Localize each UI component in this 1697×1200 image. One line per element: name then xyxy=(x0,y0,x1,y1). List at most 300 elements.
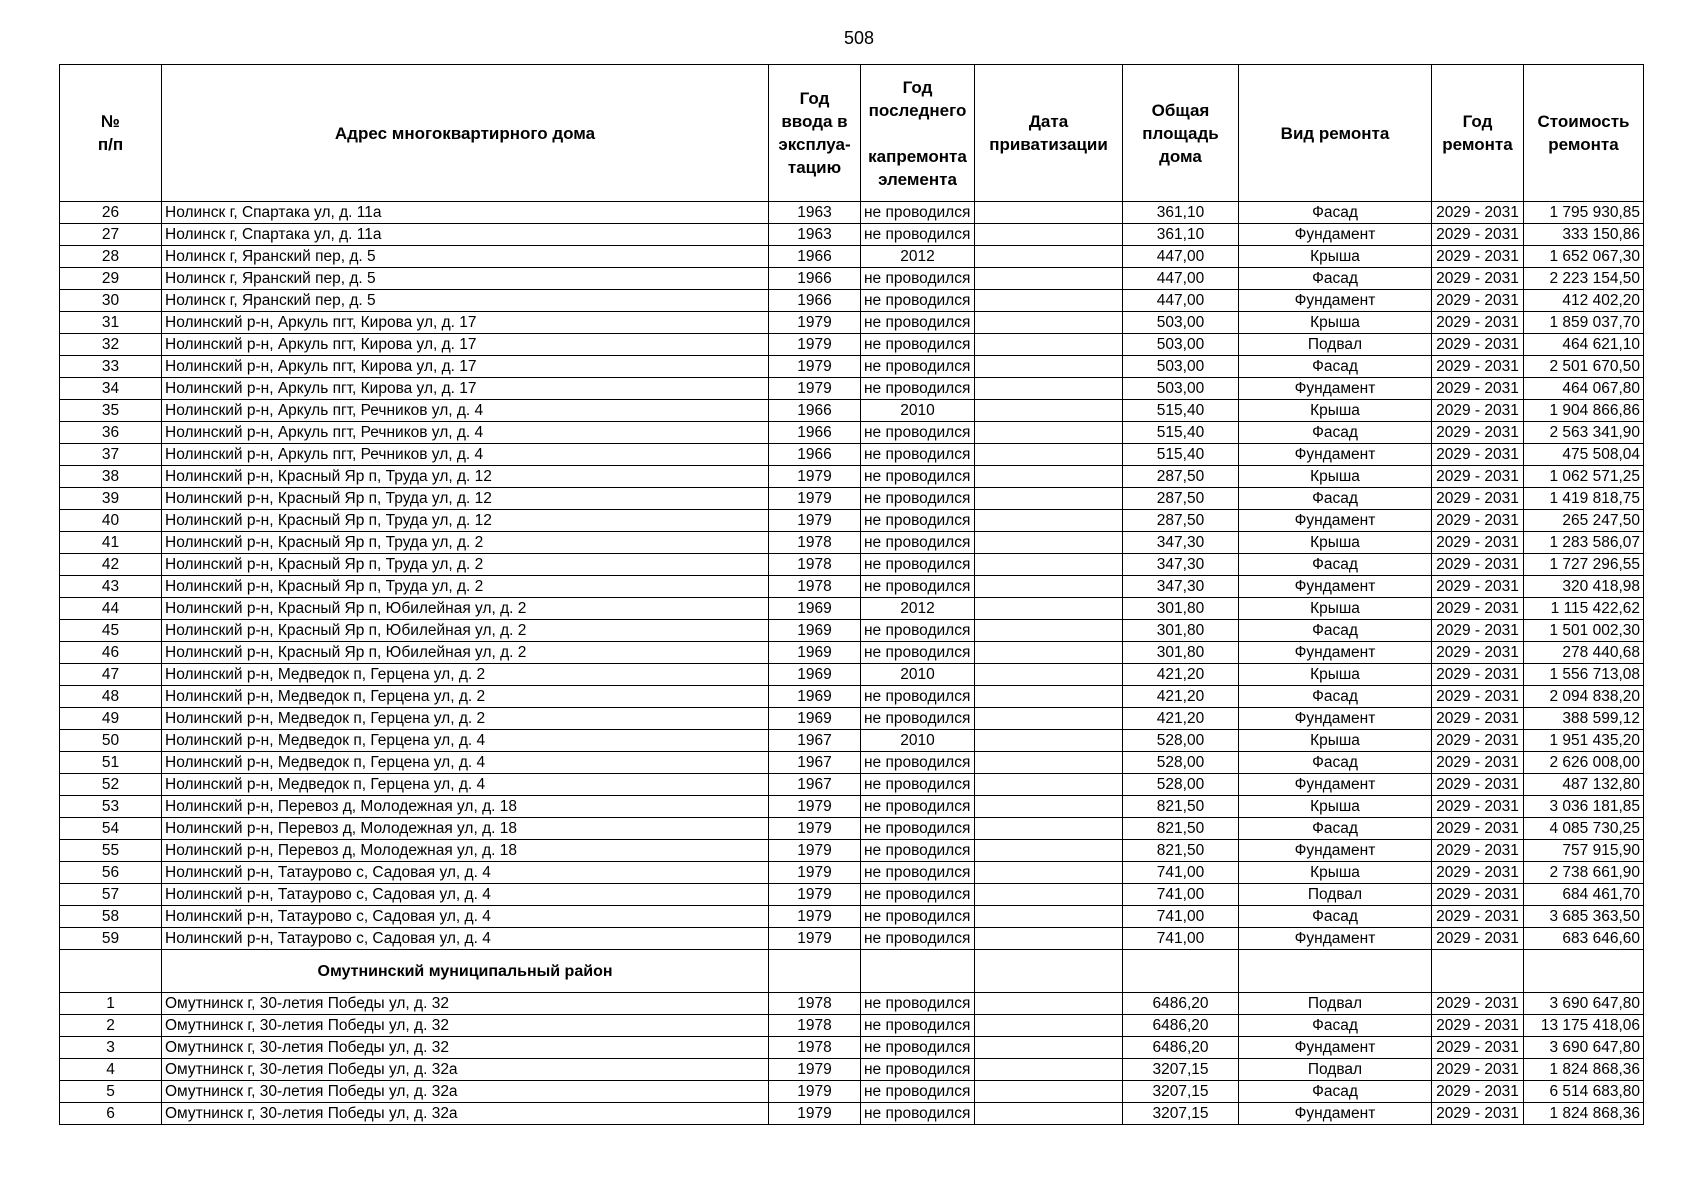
cell-year-built: 1979 xyxy=(769,840,861,862)
table-row xyxy=(60,422,1644,444)
cell-cost: 4 085 730,25 xyxy=(1524,818,1644,840)
cell-address: Нолинский р-н, Медведок п, Герцена ул, д. 2 xyxy=(162,686,769,708)
cell-address: Нолинский р-н, Красный Яр п, Труда ул, д. 2 xyxy=(162,532,769,554)
cell-repair-year: 2029 - 2031 xyxy=(1432,884,1524,906)
cell-year-built: 1979 xyxy=(769,356,861,378)
cell-num: 35 xyxy=(60,400,162,422)
cell-num: 30 xyxy=(60,290,162,312)
cell-year-built: 1963 xyxy=(769,202,861,224)
cell-num: 4 xyxy=(60,1059,162,1081)
cell-address: Нолинск г, Яранский пер, д. 5 xyxy=(162,290,769,312)
cell-privatization xyxy=(975,884,1123,906)
cell-privatization xyxy=(975,1015,1123,1037)
cell-year-built: 1978 xyxy=(769,532,861,554)
cell-privatization xyxy=(975,422,1123,444)
cell-cost: 2 563 341,90 xyxy=(1524,422,1644,444)
cell-num: 26 xyxy=(60,202,162,224)
cell-address: Нолинский р-н, Аркуль пгт, Речников ул, д. 4 xyxy=(162,444,769,466)
cell-year-built: 1967 xyxy=(769,752,861,774)
cell-last-repair: не проводился xyxy=(861,1103,975,1125)
cell-repair-year: 2029 - 2031 xyxy=(1432,532,1524,554)
cell-num: 55 xyxy=(60,840,162,862)
cell-num: 53 xyxy=(60,796,162,818)
header-repair-type: Вид ремонта xyxy=(1239,65,1432,202)
cell-cost: 1 419 818,75 xyxy=(1524,488,1644,510)
table-row xyxy=(60,774,1644,796)
cell-address: Нолинский р-н, Медведок п, Герцена ул, д. 2 xyxy=(162,708,769,730)
cell-num: 51 xyxy=(60,752,162,774)
cell-year-built: 1979 xyxy=(769,818,861,840)
cell-repair-type: Фасад xyxy=(1239,906,1432,928)
cell-address: Нолинск г, Яранский пер, д. 5 xyxy=(162,268,769,290)
cell-address: Нолинский р-н, Красный Яр п, Юбилейная ул, д. 2 xyxy=(162,620,769,642)
cell-year-built: 1979 xyxy=(769,1103,861,1125)
cell-num: 28 xyxy=(60,246,162,268)
cell-area: 287,50 xyxy=(1123,466,1239,488)
cell-last-repair: не проводился xyxy=(861,1081,975,1103)
cell-area: 6486,20 xyxy=(1123,993,1239,1015)
table-row xyxy=(60,290,1644,312)
cell-address: Нолинский р-н, Аркуль пгт, Кирова ул, д. 17 xyxy=(162,334,769,356)
cell-num: 43 xyxy=(60,576,162,598)
cell-address: Нолинский р-н, Красный Яр п, Труда ул, д. 2 xyxy=(162,576,769,598)
cell-repair-year: 2029 - 2031 xyxy=(1432,444,1524,466)
cell-cost: 2 223 154,50 xyxy=(1524,268,1644,290)
cell-repair-year: 2029 - 2031 xyxy=(1432,730,1524,752)
header-row xyxy=(60,65,1644,202)
table-row xyxy=(60,378,1644,400)
cell-year-built: 1969 xyxy=(769,708,861,730)
cell-repair-type: Фасад xyxy=(1239,554,1432,576)
cell-repair-year: 2029 - 2031 xyxy=(1432,334,1524,356)
cell-repair-type: Фундамент xyxy=(1239,444,1432,466)
cell-privatization xyxy=(975,598,1123,620)
cell-address: Нолинск г, Яранский пер, д. 5 xyxy=(162,246,769,268)
table-row xyxy=(60,312,1644,334)
cell-repair-year: 2029 - 2031 xyxy=(1432,928,1524,950)
cell-num: 41 xyxy=(60,532,162,554)
cell-last-repair: не проводился xyxy=(861,884,975,906)
cell-repair-type: Крыша xyxy=(1239,862,1432,884)
cell-address: Нолинский р-н, Татаурово с, Садовая ул, д. 4 xyxy=(162,928,769,950)
cell-last-repair: не проводился xyxy=(861,356,975,378)
cell-privatization xyxy=(975,1081,1123,1103)
cell-address: Нолинский р-н, Красный Яр п, Труда ул, д. 2 xyxy=(162,554,769,576)
cell-cost: 3 690 647,80 xyxy=(1524,1037,1644,1059)
cell-repair-year: 2029 - 2031 xyxy=(1432,378,1524,400)
cell-address: Нолинский р-н, Медведок п, Герцена ул, д. 4 xyxy=(162,752,769,774)
cell-area: 301,80 xyxy=(1123,620,1239,642)
cell-repair-type: Фасад xyxy=(1239,620,1432,642)
cell-cost: 1 062 571,25 xyxy=(1524,466,1644,488)
cell-area: 3207,15 xyxy=(1123,1059,1239,1081)
cell-address: Нолинский р-н, Аркуль пгт, Кирова ул, д. 17 xyxy=(162,378,769,400)
cell-area: 421,20 xyxy=(1123,686,1239,708)
cell-repair-year: 2029 - 2031 xyxy=(1432,818,1524,840)
cell-cost: 1 283 586,07 xyxy=(1524,532,1644,554)
cell-repair-type: Фундамент xyxy=(1239,576,1432,598)
cell-repair-year: 2029 - 2031 xyxy=(1432,1103,1524,1125)
cell-num: 1 xyxy=(60,993,162,1015)
cell-num: 56 xyxy=(60,862,162,884)
table-row xyxy=(60,1081,1644,1103)
cell-last-repair: не проводился xyxy=(861,576,975,598)
cell-repair-year: 2029 - 2031 xyxy=(1432,202,1524,224)
cell-privatization xyxy=(975,1059,1123,1081)
cell-privatization xyxy=(975,334,1123,356)
cell-privatization xyxy=(975,290,1123,312)
table-row xyxy=(60,488,1644,510)
cell-cost: 464 621,10 xyxy=(1524,334,1644,356)
cell-num: 46 xyxy=(60,642,162,664)
cell-repair-type: Фундамент xyxy=(1239,510,1432,532)
header-year-built: Год ввода в эксплуа- тацию xyxy=(769,65,861,202)
cell-cost: 6 514 683,80 xyxy=(1524,1081,1644,1103)
cell-area: 301,80 xyxy=(1123,598,1239,620)
cell-num: 6 xyxy=(60,1103,162,1125)
cell-year-built: 1966 xyxy=(769,268,861,290)
cell-cost: 1 951 435,20 xyxy=(1524,730,1644,752)
cell-cost: 3 036 181,85 xyxy=(1524,796,1644,818)
cell-privatization xyxy=(975,444,1123,466)
cell-cost: 487 132,80 xyxy=(1524,774,1644,796)
cell-repair-year: 2029 - 2031 xyxy=(1432,466,1524,488)
cell-repair-year: 2029 - 2031 xyxy=(1432,576,1524,598)
cell-privatization xyxy=(975,993,1123,1015)
cell-repair-type: Фасад xyxy=(1239,686,1432,708)
cell-privatization xyxy=(975,796,1123,818)
cell-repair-year: 2029 - 2031 xyxy=(1432,312,1524,334)
cell-privatization xyxy=(975,862,1123,884)
cell-privatization xyxy=(975,774,1123,796)
cell-last-repair: не проводился xyxy=(861,224,975,246)
cell-privatization xyxy=(975,202,1123,224)
cell-repair-year: 2029 - 2031 xyxy=(1432,510,1524,532)
cell-repair-type: Крыша xyxy=(1239,796,1432,818)
cell-last-repair: 2012 xyxy=(861,598,975,620)
table-row xyxy=(60,796,1644,818)
cell-year-built: 1979 xyxy=(769,466,861,488)
cell-year-built: 1979 xyxy=(769,1059,861,1081)
cell-num: 36 xyxy=(60,422,162,444)
cell-last-repair: не проводился xyxy=(861,268,975,290)
cell-cost: 265 247,50 xyxy=(1524,510,1644,532)
cell-last-repair: не проводился xyxy=(861,1015,975,1037)
cell-area: 515,40 xyxy=(1123,400,1239,422)
cell-year-built: 1979 xyxy=(769,884,861,906)
cell-last-repair: не проводился xyxy=(861,290,975,312)
table-row xyxy=(60,202,1644,224)
cell-repair-type: Фундамент xyxy=(1239,708,1432,730)
cell-year-built: 1969 xyxy=(769,620,861,642)
cell-address: Нолинский р-н, Красный Яр п, Труда ул, д. 12 xyxy=(162,510,769,532)
cell-cost: 683 646,60 xyxy=(1524,928,1644,950)
cell-num: 42 xyxy=(60,554,162,576)
cell-last-repair: не проводился xyxy=(861,1037,975,1059)
cell-repair-year: 2029 - 2031 xyxy=(1432,664,1524,686)
cell-repair-type: Подвал xyxy=(1239,334,1432,356)
cell-area: 287,50 xyxy=(1123,510,1239,532)
cell-address: Нолинский р-н, Перевоз д, Молодежная ул, д. 18 xyxy=(162,818,769,840)
cell-area: 347,30 xyxy=(1123,576,1239,598)
cell-repair-year: 2029 - 2031 xyxy=(1432,708,1524,730)
cell-repair-type: Фундамент xyxy=(1239,642,1432,664)
cell-year-built: 1966 xyxy=(769,422,861,444)
cell-privatization xyxy=(975,554,1123,576)
cell-privatization xyxy=(975,268,1123,290)
cell-cost: 1 824 868,36 xyxy=(1524,1103,1644,1125)
cell-repair-type: Фасад xyxy=(1239,1081,1432,1103)
cell-cost: 278 440,68 xyxy=(1524,642,1644,664)
cell-num: 33 xyxy=(60,356,162,378)
cell-last-repair: не проводился xyxy=(861,444,975,466)
cell-privatization xyxy=(975,532,1123,554)
cell-year-built: 1979 xyxy=(769,796,861,818)
cell-address: Нолинский р-н, Красный Яр п, Труда ул, д. 12 xyxy=(162,466,769,488)
table-row xyxy=(60,334,1644,356)
cell-area: 528,00 xyxy=(1123,752,1239,774)
cell-cost: 684 461,70 xyxy=(1524,884,1644,906)
cell-cost: 2 501 670,50 xyxy=(1524,356,1644,378)
cell-area: 6486,20 xyxy=(1123,1037,1239,1059)
cell-cost: 2 626 008,00 xyxy=(1524,752,1644,774)
cell-num: 44 xyxy=(60,598,162,620)
cell-num: 40 xyxy=(60,510,162,532)
cell-area: 447,00 xyxy=(1123,290,1239,312)
table-row xyxy=(60,576,1644,598)
table-row xyxy=(60,532,1644,554)
cell-area: 515,40 xyxy=(1123,422,1239,444)
header-repair-year: Год ремонта xyxy=(1432,65,1524,202)
cell-year-built: 1978 xyxy=(769,1037,861,1059)
cell-area: 515,40 xyxy=(1123,444,1239,466)
cell-last-repair: не проводился xyxy=(861,796,975,818)
table-row xyxy=(60,268,1644,290)
cell-last-repair: не проводился xyxy=(861,378,975,400)
table-row xyxy=(60,1037,1644,1059)
cell-last-repair: 2012 xyxy=(861,246,975,268)
cell-repair-type: Фасад xyxy=(1239,356,1432,378)
cell-last-repair: не проводился xyxy=(861,928,975,950)
cell-privatization xyxy=(975,664,1123,686)
cell-year-built: 1969 xyxy=(769,642,861,664)
cell-repair-year: 2029 - 2031 xyxy=(1432,1037,1524,1059)
cell-last-repair: не проводился xyxy=(861,312,975,334)
cell-address: Нолинский р-н, Перевоз д, Молодежная ул, д. 18 xyxy=(162,796,769,818)
cell-privatization xyxy=(975,730,1123,752)
cell-cost: 412 402,20 xyxy=(1524,290,1644,312)
cell-cost: 1 904 866,86 xyxy=(1524,400,1644,422)
cell-num: 39 xyxy=(60,488,162,510)
cell-num: 37 xyxy=(60,444,162,466)
cell-repair-type: Фасад xyxy=(1239,752,1432,774)
cell-cost: 13 175 418,06 xyxy=(1524,1015,1644,1037)
cell-repair-type: Крыша xyxy=(1239,532,1432,554)
cell-address: Нолинский р-н, Татаурово с, Садовая ул, д. 4 xyxy=(162,906,769,928)
cell-privatization xyxy=(975,1103,1123,1125)
cell-privatization xyxy=(975,620,1123,642)
header-cost: Стоимость ремонта xyxy=(1524,65,1644,202)
cell-repair-type: Крыша xyxy=(1239,400,1432,422)
cell-last-repair: 2010 xyxy=(861,664,975,686)
cell-repair-type: Фундамент xyxy=(1239,378,1432,400)
cell-num: 27 xyxy=(60,224,162,246)
cell-repair-type: Фасад xyxy=(1239,268,1432,290)
cell-repair-type: Фасад xyxy=(1239,1015,1432,1037)
header-last-repair: Год последнего капремонта элемента xyxy=(861,65,975,202)
cell-last-repair: 2010 xyxy=(861,730,975,752)
cell-privatization xyxy=(975,378,1123,400)
cell-repair-type: Подвал xyxy=(1239,1059,1432,1081)
cell-last-repair: 2010 xyxy=(861,400,975,422)
table-row xyxy=(60,554,1644,576)
cell-area: 503,00 xyxy=(1123,312,1239,334)
cell-year-built: 1979 xyxy=(769,312,861,334)
cell-year-built: 1966 xyxy=(769,400,861,422)
cell-year-built: 1979 xyxy=(769,488,861,510)
cell-repair-type: Фундамент xyxy=(1239,928,1432,950)
cell-repair-type: Фасад xyxy=(1239,422,1432,444)
table-row xyxy=(60,510,1644,532)
cell-year-built: 1979 xyxy=(769,1081,861,1103)
cell-cost: 1 795 930,85 xyxy=(1524,202,1644,224)
cell-privatization xyxy=(975,818,1123,840)
table-row xyxy=(60,862,1644,884)
cell-year-built: 1969 xyxy=(769,664,861,686)
cell-num: 31 xyxy=(60,312,162,334)
cell-address: Нолинский р-н, Татаурово с, Садовая ул, д. 4 xyxy=(162,862,769,884)
cell-num: 58 xyxy=(60,906,162,928)
cell-privatization xyxy=(975,224,1123,246)
cell-area: 528,00 xyxy=(1123,730,1239,752)
table-row xyxy=(60,1103,1644,1125)
section-header xyxy=(60,950,1644,993)
table-row xyxy=(60,730,1644,752)
cell-year-built: 1979 xyxy=(769,862,861,884)
cell-repair-type: Крыша xyxy=(1239,730,1432,752)
cell-last-repair: не проводился xyxy=(861,642,975,664)
table-row xyxy=(60,993,1644,1015)
table-row xyxy=(60,444,1644,466)
cell-address: Нолинский р-н, Аркуль пгт, Кирова ул, д. 17 xyxy=(162,312,769,334)
cell-address: Нолинский р-н, Медведок п, Герцена ул, д. 4 xyxy=(162,774,769,796)
cell-num: 34 xyxy=(60,378,162,400)
table-row xyxy=(60,246,1644,268)
cell-last-repair: не проводился xyxy=(861,840,975,862)
cell-year-built: 1969 xyxy=(769,686,861,708)
cell-privatization xyxy=(975,708,1123,730)
cell-repair-type: Фундамент xyxy=(1239,1037,1432,1059)
cell-num: 49 xyxy=(60,708,162,730)
cell-last-repair: не проводился xyxy=(861,510,975,532)
page-number: 508 xyxy=(843,28,875,48)
cell-repair-type: Фасад xyxy=(1239,202,1432,224)
cell-year-built: 1978 xyxy=(769,993,861,1015)
cell-area: 421,20 xyxy=(1123,708,1239,730)
cell-cost: 388 599,12 xyxy=(1524,708,1644,730)
cell-privatization xyxy=(975,840,1123,862)
cell-num: 54 xyxy=(60,818,162,840)
table-row xyxy=(60,928,1644,950)
cell-year-built: 1979 xyxy=(769,334,861,356)
table-row xyxy=(60,818,1644,840)
cell-cost: 333 150,86 xyxy=(1524,224,1644,246)
cell-repair-type: Фасад xyxy=(1239,818,1432,840)
cell-repair-year: 2029 - 2031 xyxy=(1432,686,1524,708)
cell-privatization xyxy=(975,466,1123,488)
cell-area: 361,10 xyxy=(1123,202,1239,224)
cell-area: 3207,15 xyxy=(1123,1103,1239,1125)
cell-cost: 464 067,80 xyxy=(1524,378,1644,400)
cell-last-repair: не проводился xyxy=(861,906,975,928)
cell-last-repair: не проводился xyxy=(861,752,975,774)
header-privatization: Дата приватизации xyxy=(975,65,1123,202)
cell-repair-year: 2029 - 2031 xyxy=(1432,840,1524,862)
cell-num: 2 xyxy=(60,1015,162,1037)
cell-repair-year: 2029 - 2031 xyxy=(1432,774,1524,796)
cell-privatization xyxy=(975,686,1123,708)
cell-repair-year: 2029 - 2031 xyxy=(1432,862,1524,884)
cell-repair-type: Фасад xyxy=(1239,488,1432,510)
cell-repair-type: Фундамент xyxy=(1239,224,1432,246)
cell-repair-year: 2029 - 2031 xyxy=(1432,1081,1524,1103)
cell-repair-year: 2029 - 2031 xyxy=(1432,620,1524,642)
cell-address: Омутнинск г, 30-летия Победы ул, д. 32 xyxy=(162,1015,769,1037)
cell-privatization xyxy=(975,510,1123,532)
cell-cost: 1 556 713,08 xyxy=(1524,664,1644,686)
cell-last-repair: не проводился xyxy=(861,202,975,224)
cell-cost: 757 915,90 xyxy=(1524,840,1644,862)
cell-repair-year: 2029 - 2031 xyxy=(1432,906,1524,928)
header-area: Общая площадь дома xyxy=(1123,65,1239,202)
table-row xyxy=(60,708,1644,730)
cell-area: 741,00 xyxy=(1123,928,1239,950)
cell-address: Нолинский р-н, Перевоз д, Молодежная ул, д. 18 xyxy=(162,840,769,862)
cell-privatization xyxy=(975,312,1123,334)
cell-privatization xyxy=(975,1037,1123,1059)
cell-last-repair: не проводился xyxy=(861,422,975,444)
cell-num: 32 xyxy=(60,334,162,356)
cell-repair-year: 2029 - 2031 xyxy=(1432,488,1524,510)
table-row xyxy=(60,752,1644,774)
cell-repair-year: 2029 - 2031 xyxy=(1432,246,1524,268)
cell-area: 361,10 xyxy=(1123,224,1239,246)
cell-year-built: 1978 xyxy=(769,1015,861,1037)
table-row xyxy=(60,620,1644,642)
cell-address: Нолинский р-н, Аркуль пгт, Кирова ул, д. 17 xyxy=(162,356,769,378)
cell-last-repair: не проводился xyxy=(861,708,975,730)
cell-last-repair: не проводился xyxy=(861,774,975,796)
cell-area: 421,20 xyxy=(1123,664,1239,686)
cell-last-repair: не проводился xyxy=(861,532,975,554)
cell-privatization xyxy=(975,488,1123,510)
cell-address: Нолинский р-н, Медведок п, Герцена ул, д. 4 xyxy=(162,730,769,752)
cell-repair-year: 2029 - 2031 xyxy=(1432,642,1524,664)
cell-cost: 1 824 868,36 xyxy=(1524,1059,1644,1081)
cell-address: Нолинск г, Спартака ул, д. 11а xyxy=(162,224,769,246)
cell-repair-type: Крыша xyxy=(1239,466,1432,488)
cell-repair-type: Фундамент xyxy=(1239,1103,1432,1125)
cell-repair-year: 2029 - 2031 xyxy=(1432,224,1524,246)
cell-repair-year: 2029 - 2031 xyxy=(1432,268,1524,290)
table-row xyxy=(60,466,1644,488)
cell-repair-type: Фундамент xyxy=(1239,290,1432,312)
cell-repair-year: 2029 - 2031 xyxy=(1432,554,1524,576)
cell-area: 447,00 xyxy=(1123,246,1239,268)
table-row xyxy=(60,356,1644,378)
cell-year-built: 1979 xyxy=(769,928,861,950)
cell-num: 57 xyxy=(60,884,162,906)
